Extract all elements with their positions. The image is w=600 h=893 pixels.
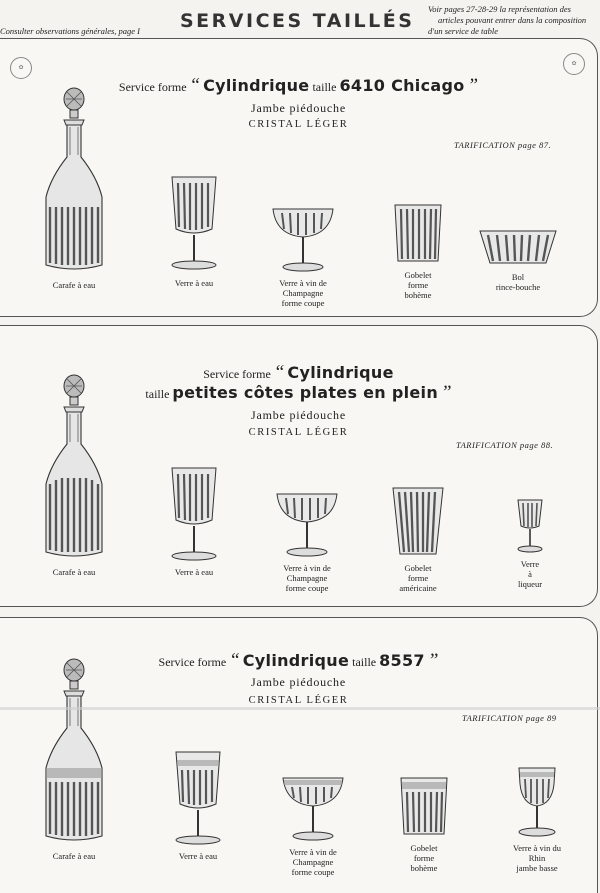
general-observations-note: Consulter observations générales, page I xyxy=(0,26,140,36)
carafe-icon xyxy=(36,87,112,275)
tumbler-icon xyxy=(396,774,452,838)
item-carafe xyxy=(36,658,112,861)
crystal-type: CRISTAL LÉGER xyxy=(248,119,349,130)
liqueur-glass-icon xyxy=(506,498,554,554)
item-caption xyxy=(506,559,554,589)
item-tumbler xyxy=(396,774,452,873)
item-champagne-coupe xyxy=(272,490,342,593)
tarif-reference: TARIFICATION page 89 xyxy=(462,713,557,723)
item-champagne-coupe xyxy=(278,774,348,877)
item-caption xyxy=(268,278,338,308)
item-caption-line: Carafe à eau xyxy=(52,851,96,861)
item-caption-line: Verre à vin de xyxy=(279,278,327,288)
quote-open: “ xyxy=(273,362,285,383)
tarif-reference: TARIFICATION page 87. xyxy=(454,140,552,150)
item-caption xyxy=(36,567,112,577)
item-caption-line: forme coupe xyxy=(285,583,329,593)
stem-type: Jambe piédouche xyxy=(251,408,346,422)
service-title-prefix: Service forme xyxy=(158,655,227,669)
tarif-reference: TARIFICATION page 88. xyxy=(456,440,554,450)
item-caption-line: forme xyxy=(407,280,429,290)
item-caption xyxy=(36,851,112,861)
item-caption-line: forme coupe xyxy=(291,867,335,877)
item-tumbler xyxy=(388,484,448,593)
quote-close: ” xyxy=(467,75,479,96)
item-caption-line: bohème xyxy=(404,290,432,300)
item-caption-line: Champagne xyxy=(292,857,334,867)
champagne-coupe-icon xyxy=(272,490,342,558)
item-caption xyxy=(388,270,448,300)
item-caption xyxy=(396,843,452,873)
quote-close: ” xyxy=(441,382,452,403)
item-rhine-wine-glass xyxy=(504,764,570,873)
scan-artifact-line xyxy=(0,707,600,710)
water-glass-icon xyxy=(164,173,224,273)
stamp-icon: ✿ xyxy=(10,57,32,79)
crystal-type: CRISTAL LÉGER xyxy=(248,695,349,706)
item-caption-line: liqueur xyxy=(517,579,543,589)
item-caption-line: Verre à eau xyxy=(174,567,214,577)
item-finger-bowl xyxy=(476,227,560,292)
item-caption-line: rince-bouche xyxy=(495,282,541,292)
item-caption-line: Carafe à eau xyxy=(52,280,96,290)
stem-type: Jambe piédouche xyxy=(251,675,346,689)
service-title-taille: taille xyxy=(145,387,170,401)
item-water-glass xyxy=(164,464,224,577)
reference-note-line: articles pouvant entrer dans la composition xyxy=(438,15,587,25)
item-caption-line: Verre xyxy=(520,559,540,569)
item-caption-line: Gobelet xyxy=(410,843,438,853)
service-title-prefix: Service forme xyxy=(203,367,271,381)
item-caption-line: Verre à vin du xyxy=(513,843,561,853)
item-caption-line: Gobelet xyxy=(404,270,432,280)
item-caption-line: Gobelet xyxy=(404,563,432,573)
item-tumbler xyxy=(388,201,448,300)
service-cut-name: 8557 xyxy=(379,651,425,670)
item-liqueur-glass xyxy=(506,498,554,589)
item-caption-line: américaine xyxy=(399,583,437,593)
reference-note xyxy=(428,4,600,37)
service-panel-petites-cotes xyxy=(0,325,598,607)
item-caption xyxy=(36,280,112,290)
service-form-name: Cylindrique xyxy=(203,76,310,95)
item-caption xyxy=(504,843,570,873)
service-title-taille: taille xyxy=(312,80,337,94)
item-caption-line: Verre à vin de xyxy=(289,847,337,857)
item-caption-line: bohème xyxy=(410,863,438,873)
quote-open: “ xyxy=(229,650,240,671)
item-caption xyxy=(272,563,342,593)
item-caption xyxy=(278,847,348,877)
item-caption-line: forme coupe xyxy=(281,298,325,308)
service-cut-name: petites côtes plates en plein xyxy=(172,383,439,402)
carafe-icon xyxy=(36,374,112,562)
tumbler-icon xyxy=(388,484,448,558)
water-glass-icon xyxy=(168,748,228,846)
stamp-icon: ✿ xyxy=(563,53,585,75)
item-caption xyxy=(168,851,228,861)
item-caption-line: Champagne xyxy=(286,573,328,583)
item-caption-line: Verre à vin de xyxy=(283,563,331,573)
quote-open: “ xyxy=(189,75,201,96)
service-form-name: Cylindrique xyxy=(287,363,394,382)
service-title-taille: taille xyxy=(352,655,377,669)
item-water-glass xyxy=(168,748,228,861)
tumbler-icon xyxy=(388,201,448,265)
service-form-name: Cylindrique xyxy=(242,651,350,670)
item-champagne-coupe xyxy=(268,205,338,308)
item-caption-line: Verre à eau xyxy=(178,851,218,861)
item-caption-line: à xyxy=(528,569,532,579)
item-caption xyxy=(164,278,224,288)
crystal-type: CRISTAL LÉGER xyxy=(248,427,349,438)
item-caption xyxy=(476,272,560,292)
page-title: SERVICES TAILLÉS xyxy=(180,10,415,32)
service-panel-6410-chicago xyxy=(0,38,598,317)
item-caption-line: Bol xyxy=(511,272,525,282)
champagne-coupe-icon xyxy=(278,774,348,842)
reference-note-line: d'un service de table xyxy=(428,26,499,36)
reference-note-line: Voir pages 27-28-29 la représentation des xyxy=(428,4,571,14)
rhine-wine-glass-icon xyxy=(504,764,570,838)
item-caption-line: jambe basse xyxy=(516,863,558,873)
water-glass-icon xyxy=(164,464,224,562)
service-title-prefix: Service forme xyxy=(118,80,187,94)
item-caption xyxy=(388,563,448,593)
item-carafe xyxy=(36,374,112,577)
item-caption-line: forme xyxy=(413,853,435,863)
item-water-glass xyxy=(164,173,224,288)
item-caption-line: Carafe à eau xyxy=(52,567,96,577)
service-panel-8557 xyxy=(0,617,598,893)
item-caption-line: Rhin xyxy=(528,853,546,863)
carafe-icon xyxy=(36,658,112,846)
item-caption-line: Champagne xyxy=(282,288,324,298)
item-caption-line: Verre à eau xyxy=(174,278,214,288)
champagne-coupe-icon xyxy=(268,205,338,273)
item-carafe xyxy=(36,87,112,290)
item-caption-line: forme xyxy=(407,573,429,583)
item-caption xyxy=(164,567,224,577)
stem-type: Jambe piédouche xyxy=(251,101,346,115)
quote-close: ” xyxy=(427,650,439,671)
service-cut-name: 6410 Chicago xyxy=(339,76,465,95)
finger-bowl-icon xyxy=(476,227,560,267)
